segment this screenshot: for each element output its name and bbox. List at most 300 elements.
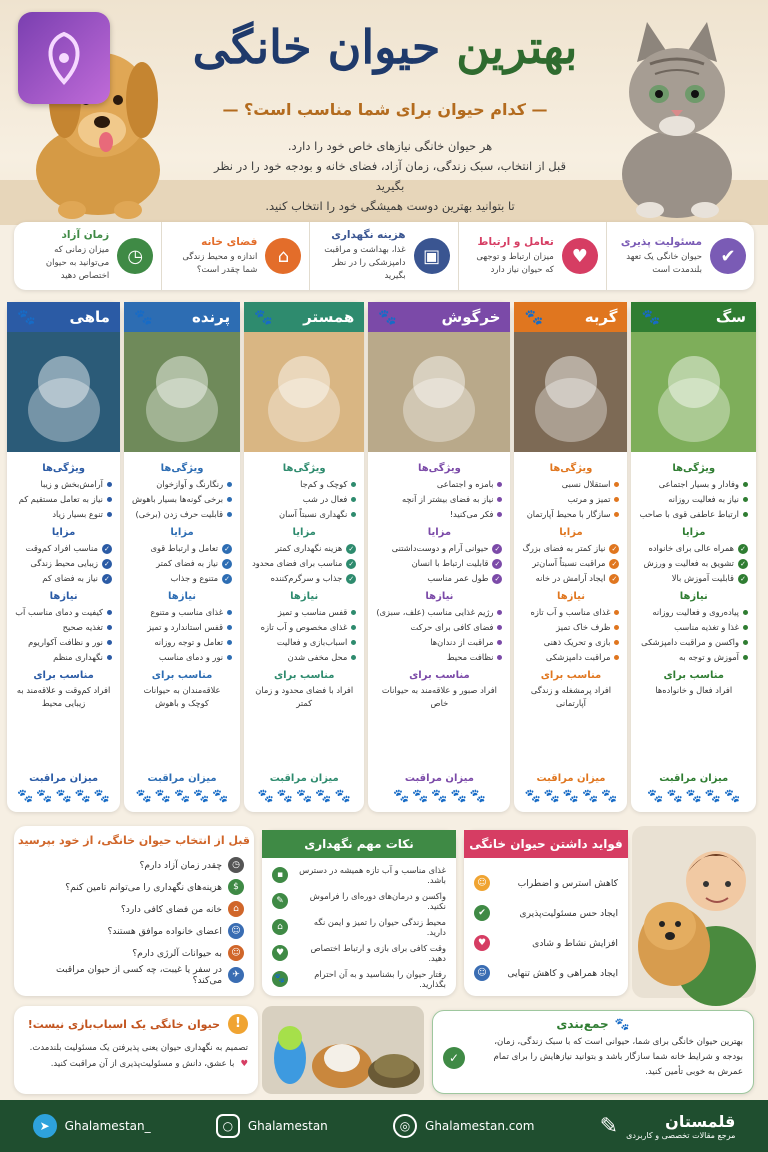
- feature-item: [639, 492, 748, 507]
- need-text: مراقبت از دندان‌ها: [430, 637, 494, 647]
- need-item: [639, 635, 748, 650]
- need-item: [15, 620, 112, 635]
- paw-icon: 🐾: [378, 308, 397, 326]
- care-paws: [244, 790, 364, 804]
- paw-empty-icon: 🐾: [469, 789, 486, 804]
- question-text: چقدر زمان آزاد دارم؟: [139, 859, 222, 871]
- care-level: [7, 773, 120, 804]
- questions-panel: [14, 826, 254, 996]
- pros-heading: مزایا: [427, 527, 452, 538]
- need-text: غذای مخصوص و آب تازه: [260, 622, 348, 632]
- criteria-interaction: [458, 222, 606, 290]
- paw-icon: 🐾: [254, 308, 273, 326]
- need-text: مراقبت دامپزشکی: [545, 652, 611, 662]
- bullet-icon: [497, 655, 502, 660]
- bullet-icon: [497, 482, 502, 487]
- bullet-icon: [743, 497, 748, 502]
- care-heading: میزان مراقبت: [404, 773, 474, 784]
- suitable-text: افراد فعال و خانواده‌ها: [655, 685, 733, 695]
- feature-text: بامزه و اجتماعی: [436, 479, 494, 489]
- feature-text: قابلیت حرف زدن (برخی): [135, 509, 224, 519]
- check-icon: ✓: [346, 559, 356, 569]
- benefits-panel: [464, 830, 628, 996]
- summary-title: جمع‌بندی: [556, 1017, 609, 1031]
- bullet-icon: [351, 655, 356, 660]
- animal-name: گربه: [584, 308, 618, 326]
- tip-item: [262, 914, 456, 940]
- need-text: غذای مناسب و آب تازه: [530, 607, 611, 617]
- need-text: رژیم غذایی مناسب (علف، سبزی): [376, 607, 494, 617]
- people-icon: ☺: [474, 965, 490, 981]
- bullet-icon: [351, 497, 356, 502]
- pros-heading: مزایا: [682, 527, 706, 538]
- feature-item: [252, 477, 356, 492]
- need-text: بازی و تحریک ذهنی: [543, 637, 611, 647]
- question-item: [14, 876, 254, 898]
- pro-item: [522, 541, 619, 556]
- footer-telegram-link[interactable]: [33, 1114, 151, 1138]
- care-level: [244, 773, 364, 804]
- feature-text: ارتباط عاطفی قوی با صاحب: [639, 509, 739, 519]
- feather-icon: ✎: [599, 1113, 619, 1139]
- bullet-icon: [497, 640, 502, 645]
- pros-heading: مزایا: [51, 527, 76, 538]
- need-text: تغذیه صحیح: [62, 622, 103, 632]
- tip-text: رفتار حیوان را بشناسید و به آن احترام بگذارید.: [314, 969, 446, 989]
- heart-icon: ♥: [240, 1059, 248, 1069]
- need-text: کیفیت و دمای مناسب آب: [15, 607, 103, 617]
- boy-hugging-dog-photo: [632, 826, 756, 998]
- paw-filled-icon: 🐾: [412, 789, 429, 804]
- need-text: نگهداری منظم: [53, 652, 103, 662]
- check-icon: ✓: [738, 544, 748, 554]
- animal-photo: [514, 332, 627, 452]
- need-text: تعامل و توجه روزانه: [154, 637, 224, 647]
- animal-header: [124, 302, 240, 332]
- care-paws: [631, 790, 756, 804]
- feature-item: [15, 477, 112, 492]
- tip-text: واکسن و درمان‌های دوره‌ای را فراموش نکنید.: [309, 891, 446, 911]
- care-level: [631, 773, 756, 804]
- bullet-icon: [614, 625, 619, 630]
- benefit-text: کاهش استرس و اضطراب: [517, 877, 618, 889]
- website-text: Ghalamestan.com: [425, 1119, 535, 1133]
- tip-text: غذای مناسب و آب تازه همیشه در دسترس باشد.: [299, 865, 446, 885]
- wallet-icon: ▣: [414, 238, 450, 274]
- criteria-desc: حیوان خانگی یک تعهد بلندمدت است: [626, 251, 702, 275]
- suitable-text: افراد صبور و علاقه‌مند به حیوانات خاص: [381, 685, 497, 708]
- paw-filled-icon: 🐾: [666, 789, 683, 804]
- animal-details: [244, 452, 364, 812]
- suitable-heading: مناسب برای: [151, 670, 213, 681]
- needs-heading: نیازها: [679, 591, 708, 602]
- animal-details: [514, 452, 627, 812]
- animal-column: [244, 302, 364, 812]
- pro-text: ایجاد آرامش در خانه: [535, 573, 606, 583]
- shield-check-icon: ✔: [710, 238, 746, 274]
- bullet-icon: [351, 610, 356, 615]
- paw-filled-icon: 🐾: [276, 789, 294, 804]
- heart-icon: ♥: [562, 238, 598, 274]
- needs-heading: نیازها: [425, 591, 454, 602]
- animal-name: همستر: [303, 308, 355, 326]
- feature-text: برخی گونه‌ها بسیار باهوش: [131, 494, 224, 504]
- pro-text: زیبایی محیط زندگی: [30, 558, 98, 568]
- small-pets-photo: [262, 1006, 424, 1094]
- features-heading: ویژگی‌ها: [417, 463, 461, 474]
- care-paws: [514, 790, 627, 804]
- feature-text: نیاز به فعالیت روزانه: [668, 494, 739, 504]
- question-item: [14, 920, 254, 942]
- need-text: ظرف خاک تمیز: [556, 622, 611, 632]
- benefit-item: [464, 928, 628, 958]
- pro-text: نیاز به فضای کمتر: [156, 558, 219, 568]
- need-item: [15, 635, 112, 650]
- questions-list: [14, 854, 254, 986]
- bullet-icon: [107, 640, 112, 645]
- pro-item: [132, 541, 232, 556]
- footer-brand: [600, 1112, 736, 1140]
- check-icon: ✓: [609, 559, 619, 569]
- bullet-icon: [351, 482, 356, 487]
- need-item: [522, 605, 619, 620]
- paw-empty-icon: 🐾: [724, 789, 741, 804]
- brand-tagline: مرجع مقالات تخصصی و کاربردی: [626, 1131, 736, 1140]
- need-item: [376, 650, 502, 665]
- pro-item: [252, 556, 356, 571]
- need-item: [252, 605, 356, 620]
- paw-filled-icon: 🐾: [154, 789, 171, 804]
- bullet-icon: [614, 482, 619, 487]
- pen-nib-logo-icon: [34, 28, 94, 88]
- pro-text: تعامل و ارتباط قوی: [150, 543, 219, 553]
- question-text: اعضای خانواده موافق هستند؟: [107, 925, 222, 937]
- bullet-icon: [743, 655, 748, 660]
- suitable-heading: مناسب برای: [33, 670, 94, 681]
- animal-name: سگ: [715, 308, 746, 326]
- animal-header: [368, 302, 510, 332]
- animal-column: [368, 302, 510, 812]
- feature-text: نگهداری نسبتاً آسان: [279, 509, 348, 519]
- house-icon: ⌂: [272, 919, 288, 935]
- suitable-text: افراد پرمشغله و زندگی آپارتمانی: [530, 685, 612, 708]
- bullet-icon: [227, 512, 232, 517]
- paw-empty-icon: 🐾: [74, 789, 91, 804]
- plane-icon: ✈: [228, 967, 244, 983]
- criteria-title: تعامل و ارتباط: [477, 235, 554, 248]
- need-text: قفس استاندارد و تمیز: [147, 622, 224, 632]
- paw-icon: 🐾: [133, 308, 153, 326]
- check-icon: ✓: [222, 544, 232, 554]
- selection-criteria-strip: [14, 222, 754, 290]
- benefit-text: افزایش نشاط و شادی: [532, 937, 618, 949]
- paw-empty-icon: 🐾: [93, 789, 111, 804]
- pro-text: همراه عالی برای خانواده: [648, 543, 734, 553]
- paw-filled-icon: 🐾: [685, 789, 702, 804]
- globe-icon: ◎: [393, 1114, 417, 1138]
- needs-heading: نیازها: [49, 591, 78, 602]
- animal-details: [368, 452, 510, 812]
- home-icon: ⌂: [228, 901, 244, 917]
- pro-text: قابلیت آموزش بالا: [671, 573, 734, 583]
- pro-item: [132, 556, 232, 571]
- criteria-title: هزینه نگهداری: [331, 229, 406, 241]
- face-icon: ☺: [228, 945, 244, 961]
- check-icon: ✓: [222, 574, 232, 584]
- animal-column: [124, 302, 240, 812]
- paw-empty-icon: 🐾: [334, 789, 351, 804]
- bullet-icon: [614, 512, 619, 517]
- bullet-icon: [743, 482, 748, 487]
- family-icon: ☺: [228, 923, 244, 939]
- paw-filled-icon: 🐾: [543, 789, 560, 804]
- animal-name: پرنده: [191, 308, 231, 326]
- pro-text: نیاز کمتر به فضای بزرگ: [522, 543, 606, 553]
- cat-photo: [595, 14, 760, 219]
- pros-heading: مزایا: [170, 527, 194, 538]
- features-heading: ویژگی‌ها: [282, 463, 326, 474]
- suitable-heading: مناسب برای: [540, 670, 602, 681]
- bullet-icon: [497, 497, 502, 502]
- need-text: پیاده‌روی و فعالیت روزانه: [652, 607, 739, 617]
- paw-icon: 🐾: [17, 308, 36, 326]
- animal-photo: [368, 332, 510, 452]
- suitable-heading: مناسب برای: [663, 670, 724, 681]
- need-text: قفس مناسب و تمیز: [277, 607, 348, 617]
- question-item: [14, 854, 254, 876]
- care-tips-panel: [262, 830, 456, 996]
- title-part1: بهترین: [456, 20, 578, 74]
- animal-photo: [244, 332, 364, 452]
- intro-line: هر حیوان خانگی نیازهای خاص خود را دارد.: [287, 139, 493, 153]
- need-item: [639, 620, 748, 635]
- check-icon: ✓: [492, 574, 502, 584]
- question-text: هزینه‌های نگهداری را می‌توانم تامین کنم؟: [65, 881, 222, 893]
- features-heading: ویژگی‌ها: [42, 463, 86, 474]
- notice-line1: تصمیم به نگهداری حیوان یعنی پذیرفتن یک مسئولیت بلندمدت.: [29, 1043, 248, 1053]
- intro-line: قبل از انتخاب، سبک زندگی، زمان آزاد، فضای خانه و بودجه خود را در نظر بگیرید: [214, 159, 566, 193]
- page-title: [170, 20, 600, 74]
- benefit-item: [464, 958, 628, 988]
- suitable-text: علاقه‌مندان به حیوانات کوچک و باهوش: [143, 685, 221, 708]
- paw-empty-icon: 🐾: [212, 789, 229, 804]
- bullet-icon: [497, 512, 502, 517]
- footer-instagram-link[interactable]: [216, 1114, 328, 1138]
- paw-filled-icon: 🐾: [173, 789, 191, 804]
- paw-filled-icon: 🐾: [431, 789, 448, 804]
- care-level: [124, 773, 240, 804]
- feature-item: [252, 507, 356, 522]
- check-icon: ✓: [609, 544, 619, 554]
- feature-text: فعال در شب: [302, 494, 348, 504]
- feature-item: [376, 477, 502, 492]
- bullet-icon: [614, 640, 619, 645]
- pro-item: [639, 556, 748, 571]
- bullet-icon: [107, 497, 112, 502]
- bullet-icon: [227, 497, 232, 502]
- bullet-icon: [227, 625, 232, 630]
- feature-item: [639, 507, 748, 522]
- animal-photo: [124, 332, 240, 452]
- feature-item: [522, 477, 619, 492]
- pros-heading: مزایا: [292, 527, 316, 538]
- need-item: [252, 650, 356, 665]
- bullet-icon: [107, 482, 112, 487]
- paw-filled-icon: 🐾: [524, 789, 541, 804]
- feature-text: آرامش‌بخش و زیبا: [40, 479, 103, 489]
- suitable-heading: مناسب برای: [273, 670, 335, 681]
- criteria-cost: [309, 222, 457, 290]
- bullet-icon: [743, 625, 748, 630]
- pro-item: [252, 571, 356, 586]
- criteria-desc: میزان ارتباط و توجهی که حیوان نیاز دارد: [476, 251, 554, 275]
- feature-item: [15, 492, 112, 507]
- paw-empty-icon: 🐾: [296, 789, 313, 804]
- check-icon: ✓: [222, 559, 232, 569]
- pro-item: [132, 571, 232, 586]
- pro-item: [522, 571, 619, 586]
- benefit-text: ایجاد همراهی و کاهش تنهایی: [507, 967, 618, 979]
- pro-text: مناسب برای فضای محدود: [252, 558, 343, 568]
- heart-icon: ♥: [272, 945, 288, 961]
- care-heading: میزان مراقبت: [147, 773, 217, 784]
- care-paws: [124, 790, 240, 804]
- benefits-title: فواید داشتن حیوان خانگی: [464, 830, 628, 858]
- tip-item: [262, 966, 456, 992]
- title-part2: حیوان خانگی: [192, 20, 441, 74]
- criteria-desc: میزان زمانی که می‌توانید به حیوان اختصاص دهید: [45, 245, 110, 281]
- need-item: [15, 650, 112, 665]
- bullet-icon: [497, 625, 502, 630]
- pro-item: [15, 571, 112, 586]
- check-icon: ✓: [102, 559, 112, 569]
- pro-text: متنوع و جذاب: [170, 573, 219, 583]
- need-item: [132, 620, 232, 635]
- dollar-icon: $: [228, 879, 244, 895]
- paw-filled-icon: 🐾: [36, 789, 53, 804]
- criteria-time: [14, 222, 161, 290]
- feature-text: سازگار با محیط آپارتمان: [526, 509, 611, 519]
- need-item: [252, 635, 356, 650]
- feature-item: [132, 477, 232, 492]
- check-icon: ✓: [346, 544, 356, 554]
- care-heading: میزان مراقبت: [29, 773, 99, 784]
- animal-photo: [7, 332, 120, 452]
- animal-column: [7, 302, 120, 812]
- bullet-icon: [227, 655, 232, 660]
- need-text: غذای مناسب و متنوع: [150, 607, 224, 617]
- animal-comparison-columns: [12, 302, 756, 812]
- pro-item: [376, 556, 502, 571]
- care-paws: [368, 790, 510, 804]
- bullet-icon: [227, 640, 232, 645]
- check-icon: ✓: [102, 574, 112, 584]
- bullet-icon: [743, 610, 748, 615]
- care-heading: میزان مراقبت: [269, 773, 339, 784]
- tips-list: [262, 858, 456, 992]
- feature-text: تنوع بسیار زیاد: [52, 509, 103, 519]
- bullet-icon: [614, 655, 619, 660]
- pro-text: هزینه نگهداری کمتر: [275, 543, 343, 553]
- feature-text: تمیز و مرتب: [567, 494, 611, 504]
- check-icon: ✓: [346, 574, 356, 584]
- instagram-icon: ○: [216, 1114, 240, 1138]
- bullet-icon: [497, 610, 502, 615]
- question-item: [14, 898, 254, 920]
- feature-item: [376, 492, 502, 507]
- bullet-icon: [107, 625, 112, 630]
- feature-text: وفادار و بسیار اجتماعی: [658, 479, 739, 489]
- check-icon: ✓: [738, 574, 748, 584]
- clock-icon: ◷: [117, 238, 153, 274]
- criteria-space: [161, 222, 309, 290]
- paw-filled-icon: 🐾: [647, 789, 664, 804]
- pros-heading: مزایا: [559, 527, 583, 538]
- footer-website-link[interactable]: [393, 1114, 534, 1138]
- criteria-desc: غذا، بهداشت و مراقبت دامپزشکی را در نظر بگیرید: [324, 245, 406, 281]
- paw-icon: 🐾: [272, 971, 288, 987]
- heart-icon: ♥: [474, 935, 490, 951]
- brand-name: قلمستان: [665, 1112, 736, 1131]
- check-icon: ✓: [738, 559, 748, 569]
- need-text: نظافت محیط: [446, 652, 494, 662]
- need-item: [639, 650, 748, 665]
- pro-item: [522, 556, 619, 571]
- paw-filled-icon: 🐾: [17, 789, 34, 804]
- feature-text: فکر می‌کنید!: [449, 509, 494, 519]
- summary-text: بهترین حیوان خانگی برای شما، حیوانی است که با سبک زندگی، زمان، بودجه و شرایط خانه شما سازگار باشد و بتوانید نیازهایش را برای تمام عمرش به خوبی تأمین کنید.: [493, 1037, 743, 1077]
- feature-text: نیاز به تعامل مستقیم کم: [18, 494, 103, 504]
- feature-item: [522, 507, 619, 522]
- tip-text: محیط زندگی حیوان را تمیز و ایمن نگه دارید.: [313, 917, 446, 937]
- questions-title: قبل از انتخاب حیوان خانگی، از خود بپرسید: [18, 833, 250, 847]
- criteria-title: مسئولیت پذیری: [620, 235, 702, 248]
- pro-text: تشویق به فعالیت و ورزش: [643, 558, 734, 568]
- need-text: آموزش و توجه به: [678, 652, 739, 662]
- care-level: [368, 773, 510, 804]
- need-item: [132, 650, 232, 665]
- check-icon: ✓: [492, 544, 502, 554]
- feature-item: [132, 507, 232, 522]
- need-item: [522, 650, 619, 665]
- clock-icon: ◷: [228, 857, 244, 873]
- feature-text: نیاز به فضای بیشتر از آنچه: [401, 494, 494, 504]
- animal-details: [7, 452, 120, 812]
- paw-empty-icon: 🐾: [450, 789, 467, 804]
- brand-logo: [18, 12, 110, 104]
- paw-filled-icon: 🐾: [392, 789, 410, 804]
- pro-text: جذاب و سرگرم‌کننده: [270, 573, 343, 583]
- need-item: [522, 635, 619, 650]
- bullet-icon: [614, 610, 619, 615]
- question-text: به حیوانات آلرژی دارم؟: [132, 947, 222, 959]
- benefit-text: ایجاد حس مسئولیت‌پذیری: [519, 907, 618, 919]
- pro-item: [639, 571, 748, 586]
- suitable-heading: مناسب برای: [409, 670, 470, 681]
- bullet-icon: [351, 512, 356, 517]
- benefits-list: [464, 858, 628, 988]
- need-item: [376, 605, 502, 620]
- features-heading: ویژگی‌ها: [672, 463, 716, 474]
- need-text: واکسن و مراقبت دامپزشکی: [641, 637, 739, 647]
- animal-details: [124, 452, 240, 812]
- care-paws: [7, 790, 120, 804]
- features-heading: ویژگی‌ها: [549, 463, 593, 474]
- bullet-icon: [743, 512, 748, 517]
- smile-icon: ☺: [474, 875, 490, 891]
- question-item: [14, 942, 254, 964]
- tip-text: وقت کافی برای بازی و ارتباط اختصاص دهید.: [310, 943, 446, 963]
